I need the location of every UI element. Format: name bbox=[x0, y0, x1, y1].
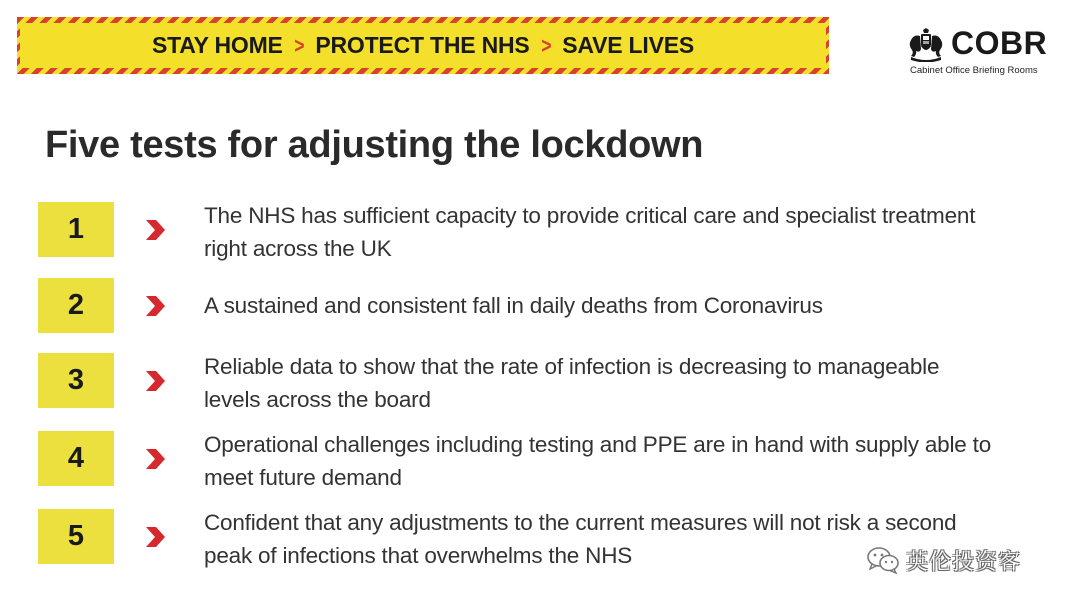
cobr-logo bbox=[905, 26, 1055, 78]
test-text: Reliable data to show that the rate of infection is decreasing to manageable levels across the board bbox=[204, 354, 940, 412]
test-item-2 bbox=[0, 278, 1080, 336]
test-item-4 bbox=[0, 431, 1080, 489]
royal-crest-icon bbox=[905, 28, 947, 62]
test-item-1 bbox=[0, 202, 1080, 260]
slogan-banner-text bbox=[20, 23, 826, 68]
test-item-3 bbox=[0, 353, 1080, 411]
logo-title: COBR bbox=[951, 25, 1048, 61]
test-text: Confident that any adjustments to the current measures will not risk a second peak of infections that overwhelms the NHS bbox=[204, 510, 957, 568]
test-number-badge: 4 bbox=[38, 431, 114, 486]
wechat-icon bbox=[866, 545, 900, 575]
chevron-right-icon bbox=[143, 218, 167, 242]
page-title: Five tests for adjusting the lockdown bbox=[45, 124, 704, 166]
slogan-separator-1: > bbox=[293, 32, 305, 58]
slogan-protect-nhs: PROTECT THE NHS bbox=[315, 32, 530, 58]
test-number-badge: 1 bbox=[38, 202, 114, 257]
test-number-badge: 5 bbox=[38, 509, 114, 564]
logo-subtitle: Cabinet Office Briefing Rooms bbox=[910, 65, 1038, 76]
test-text: Operational challenges including testing and PPE are in hand with supply able to meet future demand bbox=[204, 432, 992, 490]
test-text: A sustained and consistent fall in daily deaths from Coronavirus bbox=[204, 293, 823, 318]
test-text: The NHS has sufficient capacity to provide critical care and specialist treatment right across the UK bbox=[204, 203, 976, 261]
watermark-text: 英伦投资客 bbox=[906, 549, 1022, 575]
slogan-separator-2: > bbox=[540, 32, 551, 58]
chevron-right-icon bbox=[143, 447, 167, 471]
watermark bbox=[866, 543, 1021, 577]
chevron-right-icon bbox=[143, 369, 167, 393]
test-number-badge: 3 bbox=[38, 353, 114, 408]
chevron-right-icon bbox=[143, 294, 167, 318]
slogan-save-lives: SAVE LIVES bbox=[562, 32, 695, 58]
test-number-badge: 2 bbox=[38, 278, 114, 333]
chevron-right-icon bbox=[143, 525, 167, 549]
slogan-stay-home: STAY HOME bbox=[151, 32, 283, 58]
slogan-banner bbox=[17, 17, 829, 74]
